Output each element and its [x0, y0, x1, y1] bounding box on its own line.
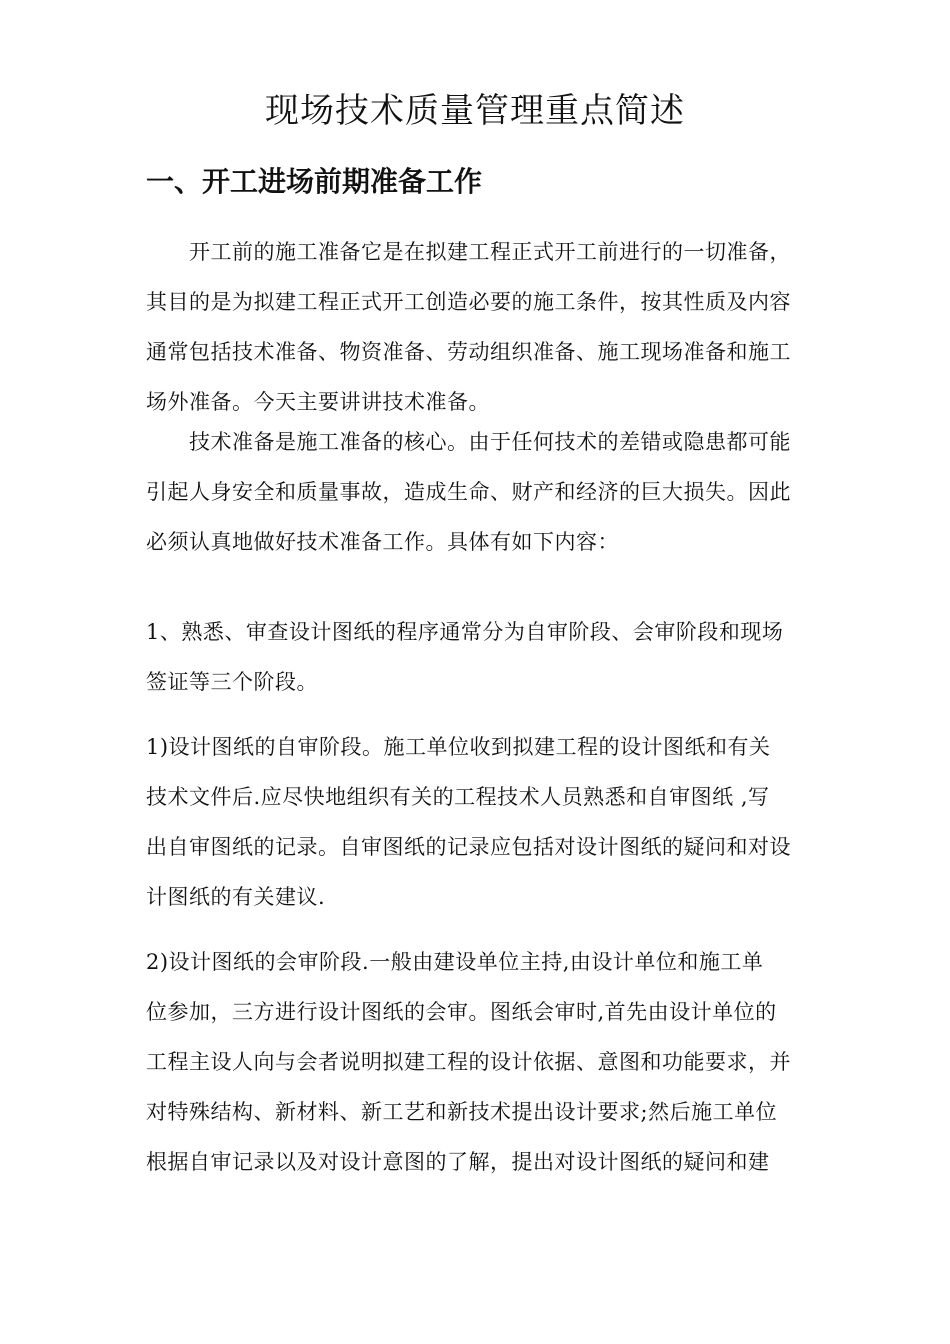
- section-heading: 一、开工进场前期准备工作: [146, 165, 483, 198]
- paragraph-line: 其目的是为拟建工程正式开工创造必要的施工条件，按其性质及内容: [146, 290, 791, 314]
- paragraph-line: 位参加，三方进行设计图纸的会审。图纸会审时,首先由设计单位的: [146, 1000, 777, 1024]
- document-title: 现场技术质量管理重点简述: [265, 91, 685, 131]
- paragraph-line: 工程主设人向与会者说明拟建工程的设计依据、意图和功能要求，并: [146, 1050, 791, 1074]
- paragraph-line: 引起人身安全和质量事故，造成生命、财产和经济的巨大损失。因此: [146, 480, 791, 504]
- paragraph-line: 出自审图纸的记录。自审图纸的记录应包括对设计图纸的疑问和对设: [146, 835, 791, 859]
- paragraph-line: 2)设计图纸的会审阶段.一般由建设单位主持,由设计单位和施工单: [146, 950, 764, 974]
- paragraph-line: 技术文件后.应尽快地组织有关的工程技术人员熟悉和自审图纸 ,写: [146, 785, 770, 809]
- paragraph-line: 根据自审记录以及对设计意图的了解，提出对设计图纸的疑问和建: [146, 1150, 770, 1174]
- paragraph-item-1: [146, 607, 811, 707]
- paragraph-line: 通常包括技术准备、物资准备、劳动组织准备、施工现场准备和施工: [146, 340, 791, 364]
- paragraph-line: 开工前的施工准备它是在拟建工程正式开工前进行的一切准备，: [146, 240, 791, 264]
- paragraph-line: 对特殊结构、新材料、新工艺和新技术提出设计要求;然后施工单位: [146, 1100, 778, 1124]
- paragraph-technical-core: [146, 417, 811, 567]
- paragraph-line: 计图纸的有关建议.: [146, 885, 326, 909]
- paragraph-subitem-2: [146, 937, 811, 1187]
- paragraph-subitem-1: [146, 722, 811, 922]
- paragraph-line: 技术准备是施工准备的核心。由于任何技术的差错或隐患都可能: [146, 430, 791, 454]
- paragraph-line: 1、熟悉、审查设计图纸的程序通常分为自审阶段、会审阶段和现场: [146, 620, 784, 644]
- paragraph-line: 场外准备。今天主要讲讲技术准备。: [146, 390, 490, 414]
- paragraph-line: 1)设计图纸的自审阶段。施工单位收到拟建工程的设计图纸和有关: [146, 735, 771, 759]
- paragraph-intro: [146, 227, 811, 427]
- paragraph-line: 必须认真地做好技术准备工作。具体有如下内容：: [146, 530, 619, 554]
- paragraph-line: 签证等三个阶段。: [146, 670, 318, 694]
